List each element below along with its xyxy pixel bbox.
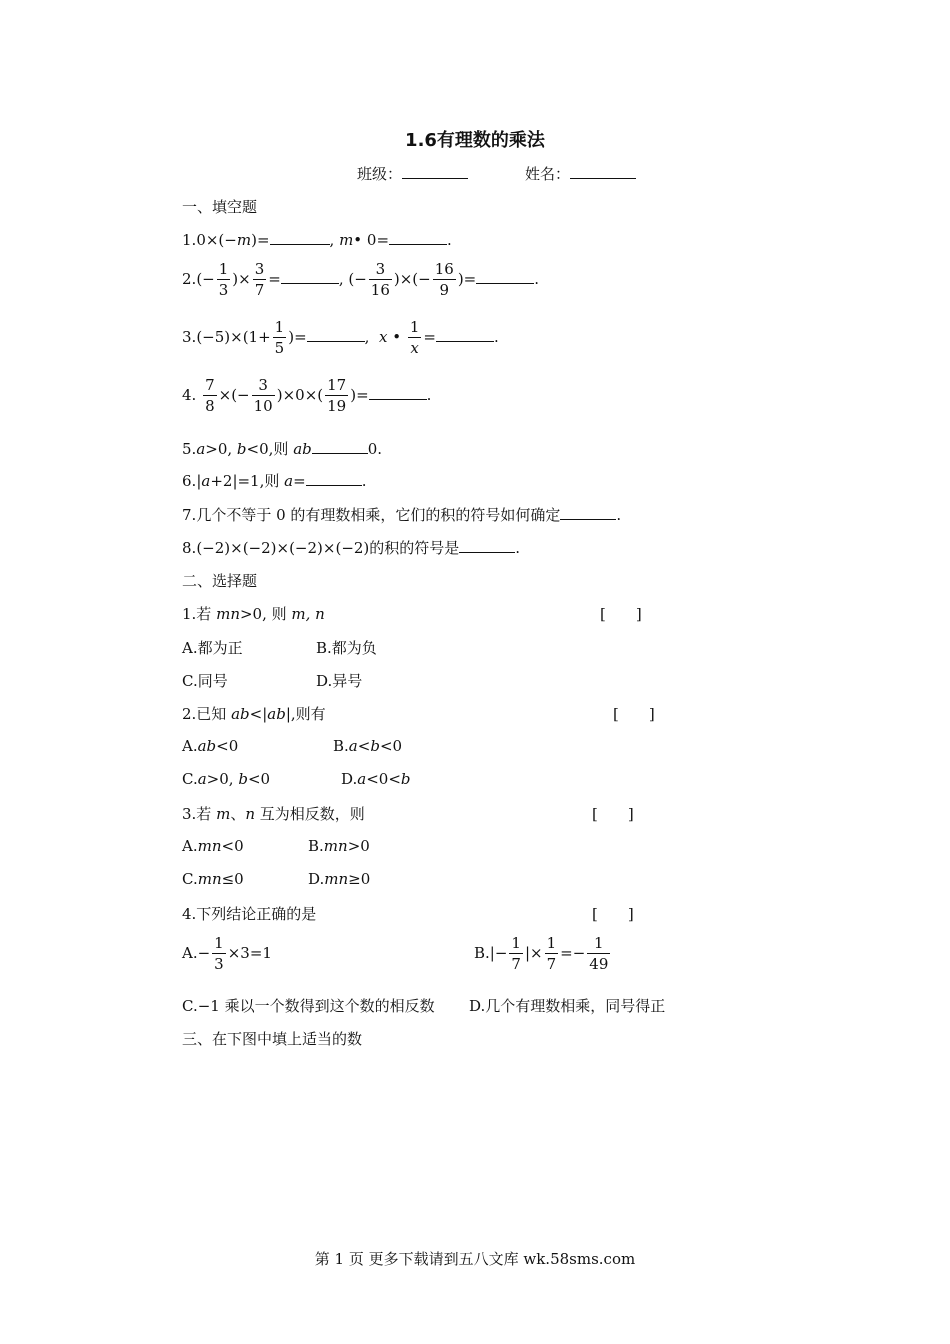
choice-question-3: 3.若 m、n 互为相反数，则 (182, 805, 365, 823)
choice-question-2: 2.已知 ab<|ab|,则有 (182, 705, 326, 723)
fill-question-7: 7.几个不等于 0 的有理数相乘，它们的积的符号如何确定 . (182, 506, 622, 524)
name-field (525, 163, 636, 184)
class-label: 班级： (357, 165, 403, 183)
fill-question-4: 4. $\frac{7}{8}$ ×(− $\frac{3}{10}$ )×0×( $\frac{17}{19}$ )= . (182, 376, 432, 415)
fill-question-3: 3.(−5)×(1+ $\frac{1}{5}$ )= , x • $\frac{1}{x}$ = . (182, 318, 499, 357)
fill-question-6: 6.|a+2|=1,则 a= . (182, 472, 367, 490)
option-3-c: C.mn≤0 (182, 870, 244, 888)
name-label: 姓名： (525, 165, 571, 183)
option-3-d: D.mn≥0 (308, 870, 371, 888)
class-field (357, 163, 468, 184)
choice-question-1: 1.若 mn>0, 则 m, n (182, 605, 325, 623)
option-3-b: B.mn>0 (308, 837, 370, 855)
answer-bracket-3: [ ] (592, 805, 634, 823)
section-fill-in-heading: 一、填空题 (182, 198, 258, 216)
fill-question-2: 2.(− $\frac{1}{3}$ )× $\frac{3}{7}$ = , (− $\frac{3}{16}$ )×(− $\frac{16}{9}$ )= . (182, 260, 540, 299)
answer-bracket-2: [ ] (613, 705, 655, 723)
option-4-a: A.− $\frac{1}{3}$ ×3=1 (182, 934, 272, 973)
option-2-c: C.a>0, b<0 (182, 770, 271, 788)
fill-question-8: 8.(−2)×(−2)×(−2)×(−2)的积的符号是 . (182, 539, 521, 557)
option-2-a: A.ab<0 (182, 737, 239, 755)
page-footer: 第 1 页 更多下载请到五八文库 wk.58sms.com (314, 1250, 636, 1268)
option-1-c: C.同号 (182, 672, 228, 690)
answer-bracket-1: [ ] (600, 605, 642, 623)
choice-question-4: 4.下列结论正确的是 (182, 905, 317, 923)
class-blank (402, 164, 468, 179)
option-1-b: B.都为负 (316, 639, 377, 657)
section-choice-heading: 二、选择题 (182, 572, 258, 590)
option-4-d: D.几个有理数相乘，同号得正 (469, 997, 666, 1015)
option-2-d: D.a<0<b (341, 770, 411, 788)
section-fill-diagram-heading: 三、在下图中填上适当的数 (182, 1030, 363, 1048)
fill-question-5: 5.a>0, b<0,则 ab 0. (182, 440, 383, 458)
option-4-b: B.|− $\frac{1}{7}$ |× $\frac{1}{7}$ =− $\frac{1}{49}$ (474, 934, 609, 973)
name-blank (570, 164, 636, 179)
fill-question-1: 1.0×(−m)= , m• 0= . (182, 231, 452, 249)
page-title: 1.6有理数的乘法 (405, 130, 545, 151)
option-1-a: A.都为正 (182, 639, 243, 657)
option-4-c: C.−1 乘以一个数得到这个数的相反数 (182, 997, 435, 1015)
answer-bracket-4: [ ] (592, 905, 634, 923)
option-1-d: D.异号 (316, 672, 363, 690)
option-3-a: A.mn<0 (182, 837, 244, 855)
option-2-b: B.a<b<0 (333, 737, 403, 755)
